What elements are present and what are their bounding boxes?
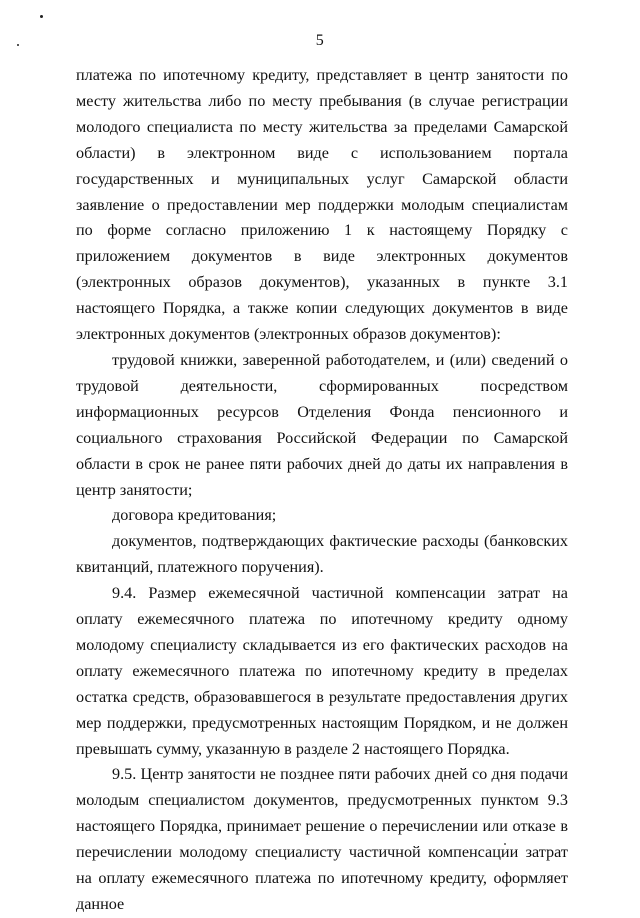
paragraph-employment-record: трудовой книжки, заверенной работодателем, и (или) сведений о трудовой деятельности, сформированных посредством информационных ресурсов Отделения Фонда пенсионного и социального страхования Российской Федерации по Самарской области в срок не ранее пяти рабочих дней до даты их направления в центр занятости; <box>76 350 568 499</box>
paragraph-clause-9-5: 9.5. Центр занятости не позднее пяти рабочих дней со дня подачи молодым специалистом документов, предусмотренных пунктом 9.3 настоящего Порядка, принимает решение о перечислении или отказе в перечислении молодому специалисту частичной компенсации затрат на оплату ежемесячного платежа по ипотечному кредиту, оформляет данное <box>76 765 568 913</box>
scan-speck <box>40 15 43 18</box>
document-body <box>76 63 568 918</box>
paragraph-loan-agreement: договора кредитования; <box>112 506 277 525</box>
page-number: 5 <box>315 32 325 49</box>
paragraph-expense-documents: документов, подтверждающих фактические расходы (банковских квитанций, платежного поручения). <box>76 532 568 577</box>
paragraph-clause-9-4: 9.4. Размер ежемесячной частичной компенсации затрат на оплату ежемесячного платежа по ипотечному кредиту одному молодому специалисту складывается из его фактических расходов на оплату ежемесячного платежа по ипотечному кредиту в пределах остатка средств, образовавшегося в результате предоставления других мер поддержки, предусмотренных настоящим Порядком, и не должен превышать сумму, указанную в разделе 2 настоящего Порядка. <box>76 584 568 758</box>
paragraph-application-submission: платежа по ипотечному кредиту, представляет в центр занятости по месту жительства либо по месту пребывания (в случае регистрации молодого специалиста по месту жительства за пределами Самарской области) в электронном виде с использованием портала государственных и муниципальных услуг Самарской области заявление о предоставлении мер поддержки молодым специалистам по форме согласно приложению 1 к настоящему Порядку с приложением документов в виде электронных документов (электронных образов документов), указанных в пункте 3.1 настоящего Порядка, а также копии следующих документов в виде электронных документов (электронных образов документов): <box>76 66 568 344</box>
